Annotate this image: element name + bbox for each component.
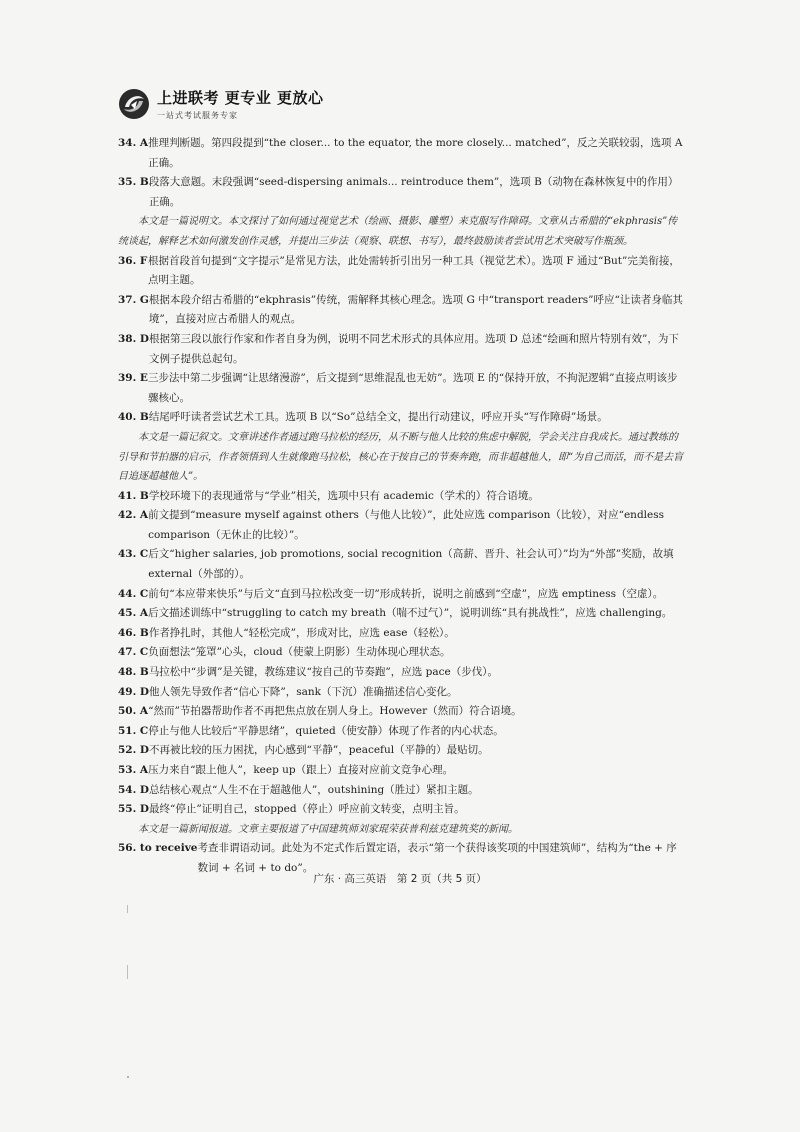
answer-explanation: 学校环境下的表现通常与“学业”相关，选项中只有 academic（学术的）符合语境。 xyxy=(148,489,539,502)
answer-explanation: 根据本段介绍古希腊的“ekphrasis”传统，需解释其核心理念。选项 G 中“transport readers”呼应“让读者身临其境”，直接对应古希腊人的观点。 xyxy=(148,293,683,326)
answer-explanation: 他人领先导致作者“信心下降”，sank（下沉）准确描述信心变化。 xyxy=(149,685,458,698)
answer-explanation: 最终“停止”证明自己，stopped（停止）呼应前文转变，点明主旨。 xyxy=(149,803,465,816)
answer-number: 45. A xyxy=(118,607,149,620)
answer-item xyxy=(118,545,686,584)
scan-artifact-dot xyxy=(127,1076,129,1078)
answer-number: 38. D xyxy=(118,332,150,345)
answer-item xyxy=(118,506,686,545)
answer-explanation: 停止与他人比较后“平静思绪”，quieted（使安静）体现了作者的内心状态。 xyxy=(148,724,504,737)
passage-summary: 本文是一篇说明文。本文探讨了如何通过视觉艺术（绘画、摄影、雕塑）来克服写作障碍。文章从古希腊的“ekphrasis”传统谈起，解释艺术如何激发创作灵感，并提出三步法（观察、联想、书写），最终鼓励读者尝试用艺术突破写作瓶颈。 xyxy=(118,216,678,247)
answer-item xyxy=(118,663,686,683)
answer-item xyxy=(118,252,686,291)
answer-number: 52. D xyxy=(118,744,150,757)
answer-number: 39. E xyxy=(118,372,148,385)
answer-number: 42. A xyxy=(118,509,149,522)
answer-explanation: 前句“本应带来快乐”与后文“直到马拉松改变一切”形成转折，说明之前感到“空虚”，应选 emptiness（空虚）。 xyxy=(148,587,664,600)
answer-item xyxy=(118,643,686,663)
scan-artifact-mark xyxy=(127,965,128,979)
answer-item xyxy=(118,683,686,703)
answer-number: 53. A xyxy=(118,764,149,776)
answer-explanation: 总结核心观点“人生不在于超越他人”，outshining（胜过）紧扣主题。 xyxy=(149,783,479,796)
logo-swirl-icon xyxy=(117,87,151,121)
answer-explanation: 作者挣扎时，其他人“轻松完成”，形成对比，应选 ease（轻松）。 xyxy=(148,626,455,639)
answer-item xyxy=(118,134,686,173)
page-footer: 广东 · 高三英语 第 2 页（共 5 页） xyxy=(313,873,487,885)
answer-explanations xyxy=(118,134,686,879)
answer-number: 48. B xyxy=(118,666,149,679)
answer-item xyxy=(118,487,686,507)
answer-number: 43. C xyxy=(118,548,149,561)
answer-item xyxy=(118,330,686,369)
answer-explanation: “然而”节拍器帮助作者不再把焦点放在别人身上。However（然而）符合语境。 xyxy=(148,705,522,718)
answer-number: 46. B xyxy=(118,626,149,639)
answer-item xyxy=(118,702,686,722)
answer-number: 47. C xyxy=(118,646,149,659)
answer-explanation: 三步法中第二步强调“让思绪漫游”，后文提到“思维混乱也无妨”。选项 E 的“保持开放，不拘泥逻辑”直接点明该步骤核心。 xyxy=(148,372,678,404)
answer-item xyxy=(118,369,686,408)
answer-number: 34. A xyxy=(118,137,149,149)
answer-item xyxy=(118,741,686,761)
answer-item xyxy=(118,604,686,624)
answer-number: 50. A xyxy=(118,705,149,718)
logo-title: 上进联考 更专业 更放心 xyxy=(157,89,324,107)
answer-number: 51. C xyxy=(118,724,149,737)
passage-summary: 本文是一篇记叙文。文章讲述作者通过跑马拉松的经历，从不断与他人比较的焦虑中解脱，学会关注自我成长。通过教练的引导和节拍器的启示，作者领悟到人生就像跑马拉松，核心在于按自己的节奏奔跑，而非超越他人，即“为自己而活，而不是去盲目追逐超越他人”。 xyxy=(118,431,684,483)
answer-number: 55. D xyxy=(118,803,150,816)
answer-item xyxy=(118,408,686,428)
scan-artifact-mark xyxy=(127,905,128,913)
answer-number: 56. to receive xyxy=(118,842,198,855)
answer-item xyxy=(118,781,686,801)
answer-item xyxy=(118,722,686,742)
answer-explanation: 结尾呼吁读者尝试艺术工具。选项 B 以“So”总结全文，提出行动建议，呼应开头“写作障碍”场景。 xyxy=(148,411,608,424)
answer-number: 37. G xyxy=(118,293,149,306)
answer-explanation: 马拉松中“步调”是关键，教练建议“按自己的节奏跑”，应选 pace（步伐）。 xyxy=(148,666,498,679)
answer-explanation: 段落大意题。末段强调“seed-dispersing animals... reintroduce them”，选项 B（动物在森林恢复中的作用）正确。 xyxy=(148,176,679,208)
answer-explanation: 负面想法“笼罩”心头，cloud（使蒙上阴影）生动体现心理状态。 xyxy=(148,646,451,659)
answer-explanation: 压力来自“跟上他人”，keep up（跟上）直接对应前文竞争心理。 xyxy=(148,764,454,776)
answer-number: 35. B xyxy=(118,176,149,189)
answer-explanation: 考查非谓语动词。此处为不定式作后置定语，表示“第一个获得该奖项的中国建筑师”，结构为“the + 序数词 + 名词 + to do”。 xyxy=(197,842,677,874)
answer-number: 44. C xyxy=(118,587,149,600)
answer-item xyxy=(118,291,686,330)
answer-item xyxy=(118,800,686,820)
answer-number: 40. B xyxy=(118,411,149,424)
answer-explanation: 根据首段首句提到“文字提示”是常见方法，此处需转折引出另一种工具（视觉艺术）。选项 F 通过“But”完美衔接，点明主题。 xyxy=(148,254,680,287)
answer-number: 36. F xyxy=(118,254,148,267)
answer-explanation: 不再被比较的压力困扰，内心感到“平静”，peaceful（平静的）最贴切。 xyxy=(149,744,489,757)
answer-explanation: 后文“higher salaries, job promotions, social recognition（高薪、晋升、社会认可）”均为“外部”奖励，故填 external（外部的）。 xyxy=(148,548,674,581)
header-logo xyxy=(117,86,323,122)
answer-explanation: 后文描述训练中“struggling to catch my breath（喘不过气）”，说明训练“具有挑战性”，应选 challenging。 xyxy=(148,607,673,620)
answer-explanation: 根据第三段以旅行作家和作者自身为例，说明不同艺术形式的具体应用。选项 D 总述“绘画和照片特别有效”，为下文例子提供总起句。 xyxy=(149,332,679,365)
passage-summary: 本文是一篇新闻报道。文章主要报道了中国建筑师刘家琨荣获普利兹克建筑奖的新闻。 xyxy=(138,823,518,835)
answer-item xyxy=(118,624,686,644)
answer-item xyxy=(118,585,686,605)
answer-item xyxy=(118,761,686,781)
answer-number: 49. D xyxy=(118,685,150,698)
answer-number: 54. D xyxy=(118,783,150,796)
answer-explanation: 推理判断题。第四段提到“the closer... to the equator, the more closely... matched”，反之关联较弱，选项 A 正确。 xyxy=(148,137,683,169)
answer-number: 41. B xyxy=(118,489,149,502)
answer-explanation: 前文提到“measure myself against others（与他人比较）”，此处应选 comparison（比较），对应“endless comparison（无休止的比较）”。 xyxy=(148,509,665,541)
answer-item xyxy=(118,173,686,212)
logo-subtitle: 一站式考试服务专家 xyxy=(157,111,238,120)
